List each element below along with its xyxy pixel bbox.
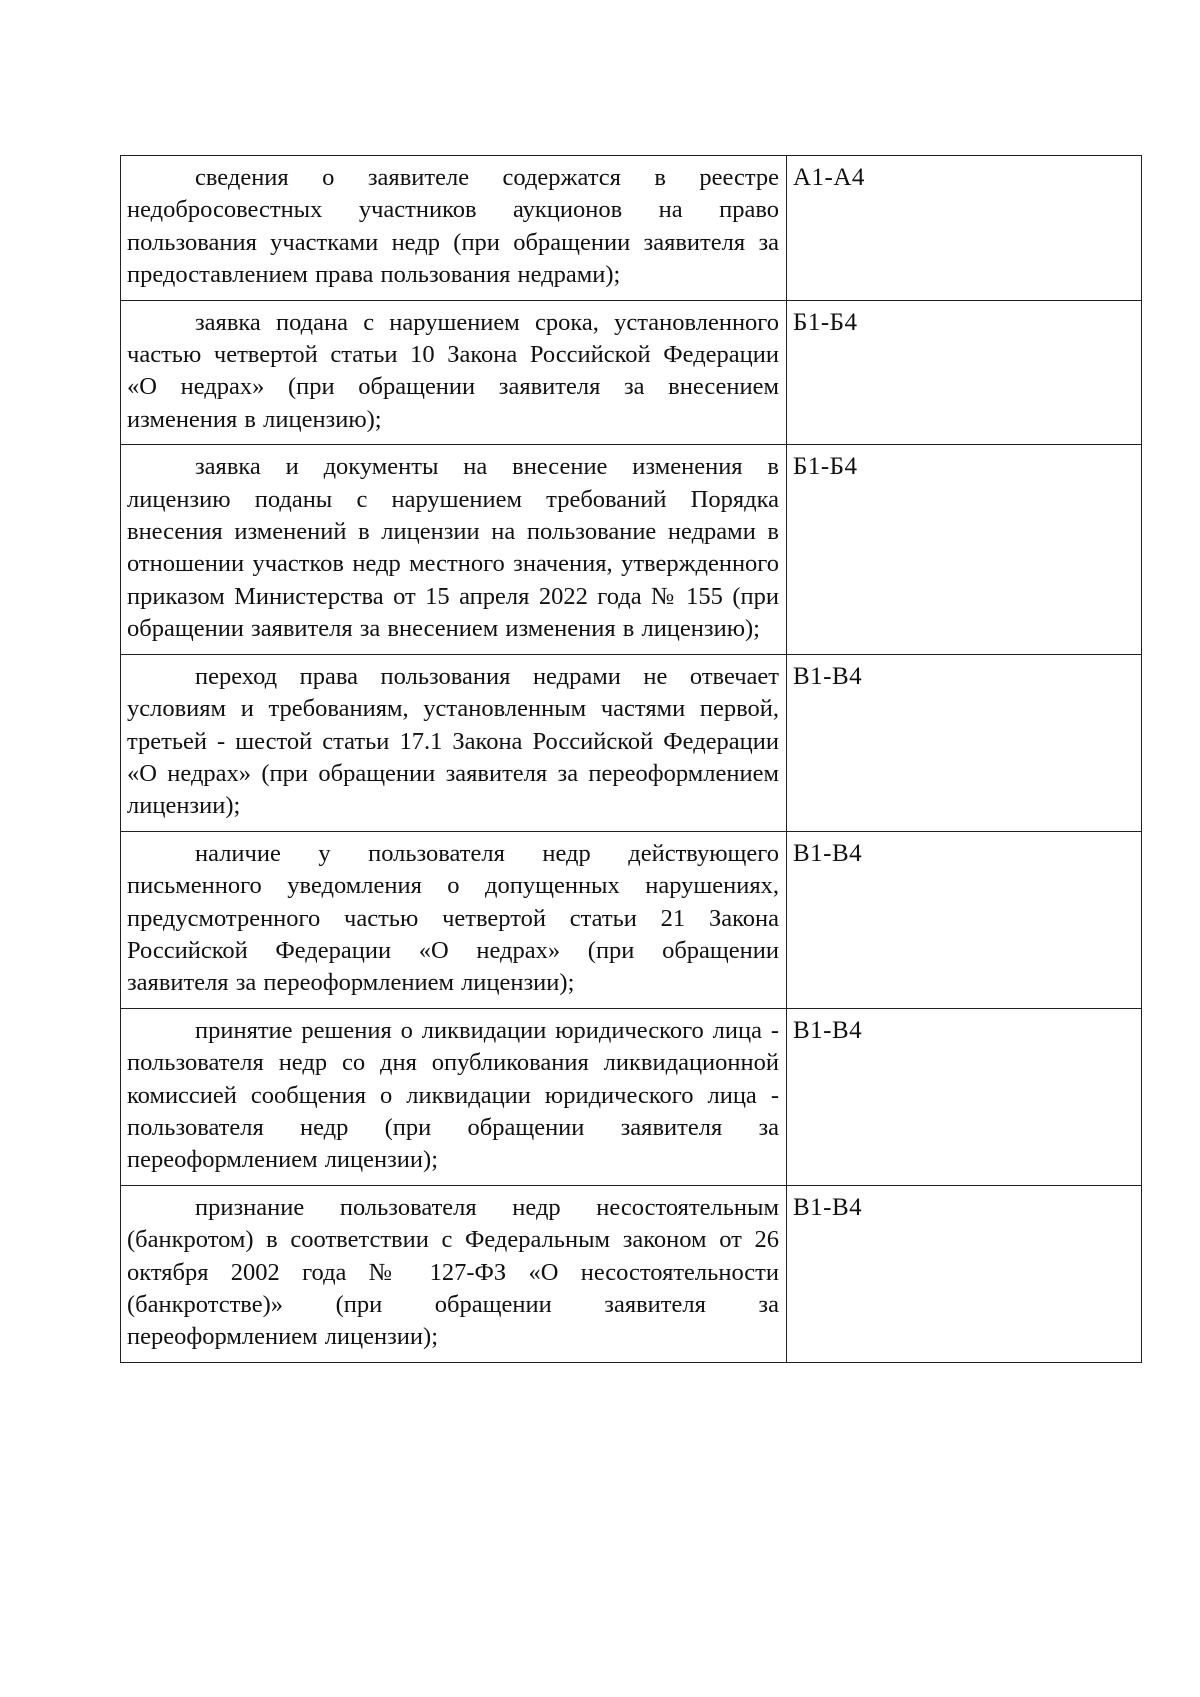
table-row xyxy=(121,1185,1142,1362)
table-row xyxy=(121,831,1142,1008)
table-row xyxy=(121,1008,1142,1185)
condition-cell: наличие у пользователя недр действующего письменного уведомления о допущенных нарушениях, предусмотренного частью четвертой статьи 21 Закона Российской Федерации «О недрах» (при обращении заявителя за переоформлением лицензии); xyxy=(121,831,787,1008)
code-cell: Б1-Б4 xyxy=(787,445,1142,654)
condition-cell: переход права пользования недрами не отвечает условиям и требованиям, установленным частями первой, третьей - шестой статьи 17.1 Закона Российской Федерации «О недрах» (при обращении заявителя за переоформлением лицензии); xyxy=(121,654,787,831)
condition-cell: заявка и документы на внесение изменения в лицензию поданы с нарушением требований Порядка внесения изменений в лицензии на пользование недрами в отношении участков недр местного значения, утвержденного приказом Министерства от 15 апреля 2022 года № 155 (при обращении заявителя за внесением изменения в лицензию); xyxy=(121,445,787,654)
table-row xyxy=(121,300,1142,445)
code-cell: В1-В4 xyxy=(787,1008,1142,1185)
table-row xyxy=(121,156,1142,301)
refusal-grounds-table xyxy=(120,155,1142,1363)
code-cell: В1-В4 xyxy=(787,831,1142,1008)
table-row xyxy=(121,445,1142,654)
condition-cell: принятие решения о ликвидации юридического лица - пользователя недр со дня опубликования ликвидационной комиссией сообщения о ликвидации юридического лица - пользователя недр (при обращении заявителя за переоформлением лицензии); xyxy=(121,1008,787,1185)
code-cell: А1-А4 xyxy=(787,156,1142,301)
condition-cell: сведения о заявителе содержатся в реестре недобросовестных участников аукционов на право пользования участками недр (при обращении заявителя за предоставлением права пользования недрами); xyxy=(121,156,787,301)
condition-cell: заявка подана с нарушением срока, установленного частью четвертой статьи 10 Закона Российской Федерации «О недрах» (при обращении заявителя за внесением изменения в лицензию); xyxy=(121,300,787,445)
code-cell: Б1-Б4 xyxy=(787,300,1142,445)
table-row xyxy=(121,654,1142,831)
code-cell: В1-В4 xyxy=(787,1185,1142,1362)
condition-cell: признание пользователя недр несостоятельным (банкротом) в соответствии с Федеральным законом от 26 октября 2002 года № 127-ФЗ «О несостоятельности (банкротстве)» (при обращении заявителя за переоформлением лицензии); xyxy=(121,1185,787,1362)
code-cell: В1-В4 xyxy=(787,654,1142,831)
